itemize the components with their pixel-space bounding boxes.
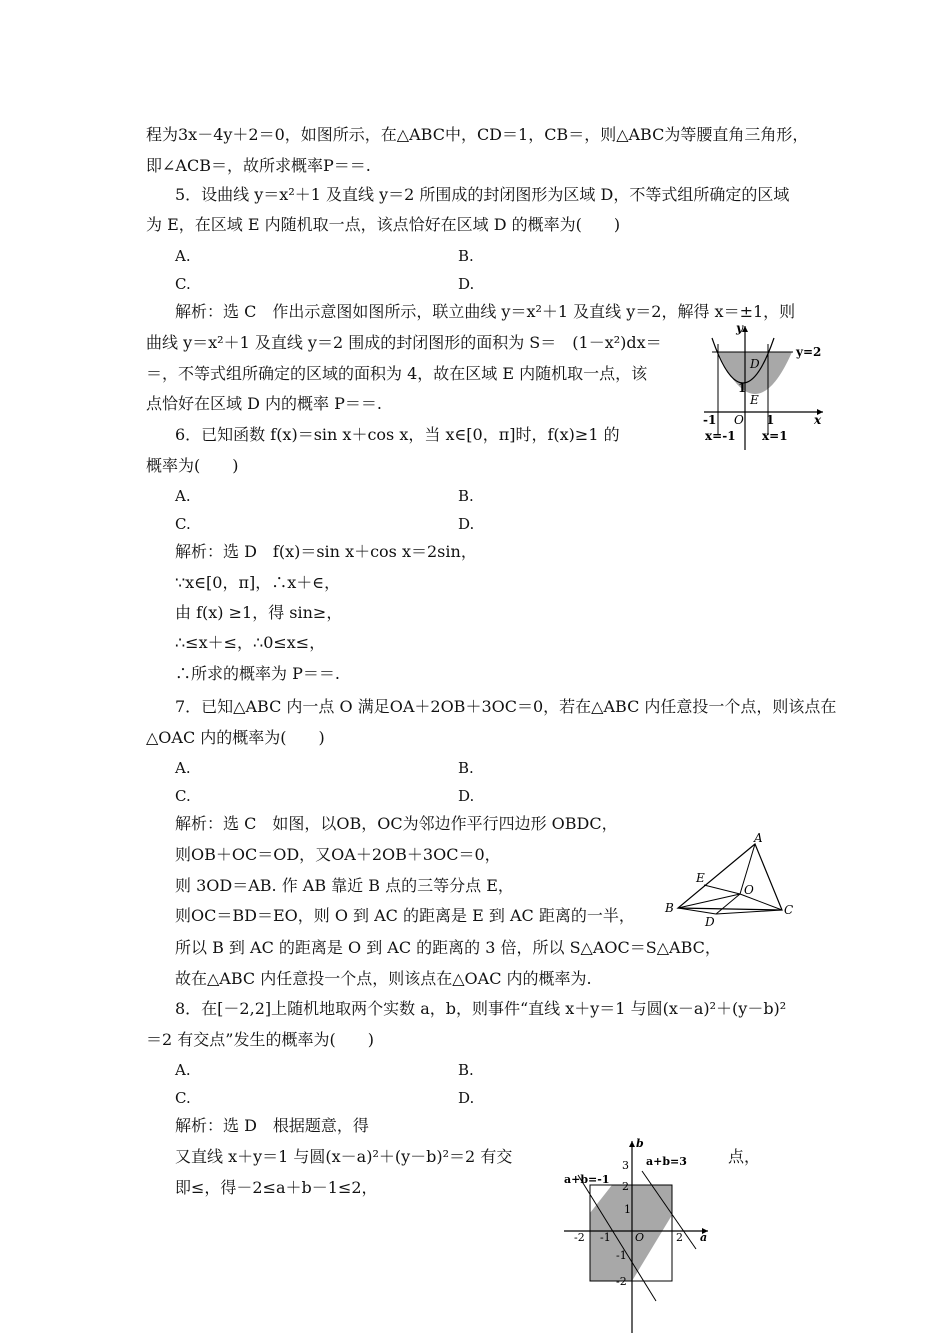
fig2-label: E [696, 871, 705, 885]
text-line: 7．已知△ABC 内一点 O 满足OA＋2OB＋3OC＝0，若在△ABC 内任意投一个点，则该点在 [175, 697, 837, 716]
fig1-label: x=-1 [705, 429, 736, 443]
text-line: 所以 B 到 AC 的距离是 O 到 AC 的距离的 3 倍，所以 S△AOC＝S△ABC， [175, 938, 721, 957]
option-c: C. [175, 515, 191, 533]
fig1-label: D [750, 357, 760, 371]
option-a: A. [175, 1061, 191, 1079]
option-c: C. [175, 275, 191, 293]
text-line: 即∠ACB＝，故所求概率P＝＝. [146, 156, 371, 175]
triangle-figure [660, 832, 805, 932]
text-line: ∵x∈[0，π]，∴x＋∈， [175, 573, 341, 592]
text-line: 程为3x－4y＋2＝0，如图所示，在△ABC中，CD＝1，CB＝，则△ABC为等腰直角三角形， [146, 125, 809, 144]
fig3-label: -2 [574, 1231, 585, 1244]
text-line: 解析：选 D f(x)＝sin x＋cos x＝2sin， [175, 542, 477, 561]
fig1-label: -1 [703, 413, 717, 427]
fig1-label: E [750, 393, 759, 407]
option-a: A. [175, 487, 191, 505]
option-b: B. [458, 1061, 474, 1079]
fig1-label: x [814, 413, 822, 427]
fig2-label: B [665, 901, 674, 915]
fig3-label: -2 [616, 1275, 627, 1288]
text-line: 8．在[－2,2]上随机地取两个实数 a，b，则事件“直线 x＋y＝1 与圆(x－a)²＋(y－b)² [175, 999, 787, 1018]
option-c: C. [175, 1089, 191, 1107]
fig1-label: 1 [738, 381, 747, 395]
option-d: D. [458, 275, 475, 293]
option-a: A. [175, 247, 191, 265]
fig2-label: O [744, 883, 754, 897]
fig2-label: C [784, 903, 794, 917]
text-line: 则OC＝BD＝EO，则 O 到 AC 的距离是 E 到 AC 距离的一半， [175, 906, 635, 925]
text-line: 为 E，在区域 E 内随机取一点，该点恰好在区域 D 的概率为( ) [146, 215, 621, 234]
fig1-label: y=2 [796, 345, 822, 359]
text-line: 概率为( ) [146, 456, 239, 475]
fig1-label: 1 [766, 413, 775, 427]
option-a: A. [175, 759, 191, 777]
fig3-label: a+b=3 [646, 1155, 687, 1168]
text-line: 点， [728, 1147, 761, 1166]
parabola-figure [700, 320, 830, 455]
fig3-label: a [700, 1231, 708, 1244]
option-b: B. [458, 487, 474, 505]
option-d: D. [458, 787, 475, 805]
fig1-label: O [734, 413, 744, 427]
text-line: 6．已知函数 f(x)＝sin x＋cos x，当 x∈[0，π]时，f(x)≥1 的 [175, 425, 620, 444]
option-b: B. [458, 759, 474, 777]
text-line: 解析：选 C 作出示意图如图所示，联立曲线 y＝x²＋1 及直线 y＝2，解得 x＝±1，则 [175, 302, 796, 321]
fig3-label: b [636, 1137, 644, 1150]
text-line: 故在△ABC 内任意投一个点，则该点在△OAC 内的概率为. [175, 969, 592, 988]
text-line: 5．设曲线 y＝x²＋1 及直线 y＝2 所围成的封闭图形为区域 D，不等式组所确定的区域 [175, 185, 790, 204]
option-d: D. [458, 1089, 475, 1107]
option-c: C. [175, 787, 191, 805]
fig3-label: -1 [616, 1249, 627, 1262]
square-region-figure [560, 1135, 720, 1335]
text-line: 由 f(x) ≥1，得 sin≥， [175, 603, 343, 622]
text-line: 点恰好在区域 D 内的概率 P＝＝. [146, 394, 382, 413]
text-line: 曲线 y＝x²＋1 及直线 y＝2 围成的封闭图形的面积为 S＝ (1－x²)dx＝ [146, 333, 662, 352]
option-d: D. [458, 515, 475, 533]
text-line: ＝，不等式组所确定的区域的面积为 4，故在区域 E 内随机取一点，该 [146, 364, 648, 383]
text-line: 即≤，得－2≤a＋b－1≤2， [175, 1178, 378, 1197]
fig3-label: a+b=-1 [564, 1173, 610, 1186]
text-line: ∴所求的概率为 P＝＝. [175, 664, 340, 683]
text-line: 解析：选 D 根据题意，得 [175, 1116, 369, 1135]
text-line: 则 3OD＝AB. 作 AB 靠近 B 点的三等分点 E， [175, 876, 514, 895]
fig2-label: A [754, 832, 763, 845]
fig3-label: 2 [676, 1231, 683, 1244]
fig3-label: 1 [624, 1203, 631, 1216]
fig3-label: -1 [600, 1231, 611, 1244]
fig3-label: O [635, 1231, 645, 1244]
option-b: B. [458, 247, 474, 265]
fig1-label: x=1 [762, 429, 788, 443]
fig1-label: y [736, 321, 743, 335]
text-line: ∴≤x＋≤，∴0≤x≤， [175, 633, 326, 652]
text-line: ＝2 有交点”发生的概率为( ) [146, 1030, 374, 1049]
fig2-label: D [705, 915, 715, 929]
text-line: 又直线 x＋y＝1 与圆(x－a)²＋(y－b)²＝2 有交 [175, 1147, 513, 1166]
fig3-label: 3 [622, 1159, 629, 1172]
text-line: 解析：选 C 如图，以OB，OC为邻边作平行四边形 OBDC， [175, 814, 618, 833]
fig3-label: 2 [622, 1180, 629, 1193]
text-line: 则OB＋OC＝OD，又OA＋2OB＋3OC＝0， [175, 845, 501, 864]
text-line: △OAC 内的概率为( ) [146, 728, 325, 747]
